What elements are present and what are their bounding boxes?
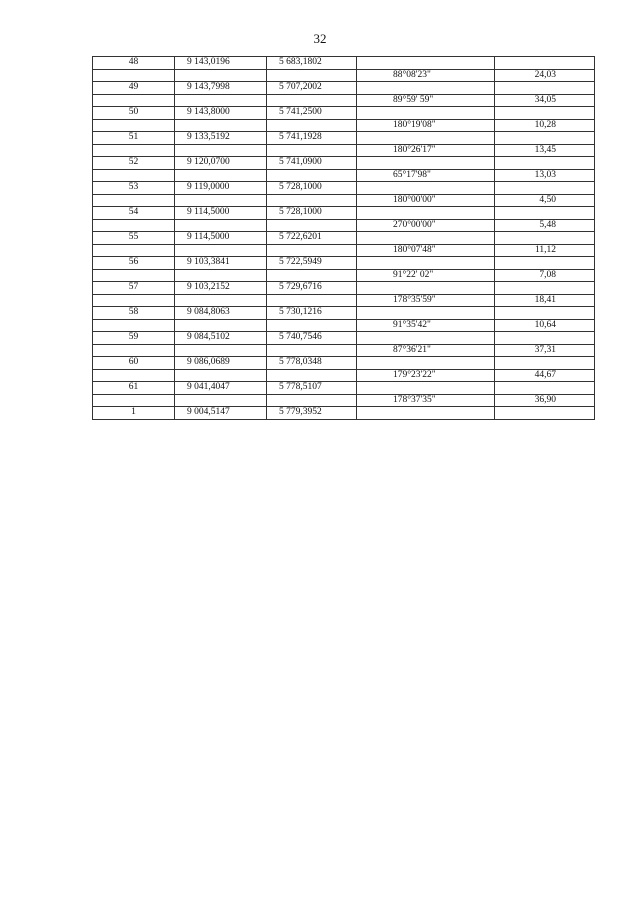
segment-direction-angle: 65°17'98" [357,169,495,182]
empty-x-cell [175,344,267,357]
point-row [93,307,595,320]
point-row [93,182,595,195]
empty-distance-cell [495,182,595,195]
empty-id-cell [93,344,175,357]
empty-y-cell [267,94,357,107]
segment-direction-angle: 180°07'48" [357,244,495,257]
empty-x-cell [175,94,267,107]
empty-id-cell [93,269,175,282]
empty-id-cell [93,394,175,407]
empty-x-cell [175,119,267,132]
empty-y-cell [267,294,357,307]
segment-row [93,269,595,282]
segment-direction-angle: 178°37'35" [357,394,495,407]
segment-row [93,119,595,132]
point-row [93,207,595,220]
empty-id-cell [93,194,175,207]
empty-x-cell [175,244,267,257]
empty-distance-cell [495,207,595,220]
empty-y-cell [267,144,357,157]
empty-y-cell [267,319,357,332]
point-row [93,132,595,145]
segment-distance: 11,12 [495,244,595,257]
empty-distance-cell [495,57,595,70]
segment-direction-angle: 180°26'17" [357,144,495,157]
segment-row [93,344,595,357]
segment-distance: 4,50 [495,194,595,207]
segment-direction-angle: 91°22' 02" [357,269,495,282]
empty-x-cell [175,69,267,82]
point-y-coordinate: 5 740,7546 [267,332,357,345]
empty-x-cell [175,144,267,157]
empty-y-cell [267,119,357,132]
point-row [93,157,595,170]
empty-angle-cell [357,107,495,120]
segment-row [93,94,595,107]
empty-y-cell [267,169,357,182]
segment-direction-angle: 180°19'08" [357,119,495,132]
segment-distance: 37,31 [495,344,595,357]
empty-y-cell [267,219,357,232]
point-x-coordinate: 9 143,7998 [175,82,267,95]
point-id: 53 [93,182,175,195]
empty-angle-cell [357,332,495,345]
empty-angle-cell [357,282,495,295]
point-y-coordinate: 5 730,1216 [267,307,357,320]
point-y-coordinate: 5 778,5107 [267,382,357,395]
point-x-coordinate: 9 086,0689 [175,357,267,370]
segment-row [93,319,595,332]
segment-distance: 10,64 [495,319,595,332]
empty-y-cell [267,369,357,382]
segment-direction-angle: 178°35'59" [357,294,495,307]
point-x-coordinate: 9 114,5000 [175,207,267,220]
point-id: 54 [93,207,175,220]
point-x-coordinate: 9 119,0000 [175,182,267,195]
empty-angle-cell [357,407,495,420]
point-x-coordinate: 9 041,4047 [175,382,267,395]
empty-distance-cell [495,332,595,345]
point-x-coordinate: 9 103,3841 [175,257,267,270]
empty-x-cell [175,269,267,282]
segment-distance: 24,03 [495,69,595,82]
segment-distance: 5,48 [495,219,595,232]
empty-id-cell [93,294,175,307]
segment-direction-angle: 270°00'00" [357,219,495,232]
point-id: 60 [93,357,175,370]
segment-direction-angle: 87°36'21" [357,344,495,357]
empty-id-cell [93,119,175,132]
empty-distance-cell [495,357,595,370]
point-y-coordinate: 5 722,5949 [267,257,357,270]
empty-id-cell [93,219,175,232]
point-x-coordinate: 9 084,8063 [175,307,267,320]
empty-id-cell [93,319,175,332]
segment-distance: 13,45 [495,144,595,157]
empty-angle-cell [357,132,495,145]
coordinates-table [92,56,595,420]
point-row [93,232,595,245]
empty-angle-cell [357,182,495,195]
point-x-coordinate: 9 133,5192 [175,132,267,145]
segment-row [93,244,595,257]
empty-distance-cell [495,382,595,395]
segment-distance: 10,28 [495,119,595,132]
empty-id-cell [93,369,175,382]
segment-row [93,69,595,82]
empty-x-cell [175,194,267,207]
point-x-coordinate: 9 120,0700 [175,157,267,170]
point-id: 49 [93,82,175,95]
segment-distance: 44,67 [495,369,595,382]
point-id: 57 [93,282,175,295]
segment-direction-angle: 89°59' 59" [357,94,495,107]
segment-distance: 13,03 [495,169,595,182]
empty-x-cell [175,294,267,307]
point-id: 50 [93,107,175,120]
empty-distance-cell [495,407,595,420]
point-id: 59 [93,332,175,345]
point-row [93,407,595,420]
segment-row [93,219,595,232]
page-number: 32 [313,31,327,46]
point-y-coordinate: 5 779,3952 [267,407,357,420]
coordinates-table-body [93,57,595,420]
segment-row [93,394,595,407]
segment-distance: 34,05 [495,94,595,107]
empty-x-cell [175,319,267,332]
point-x-coordinate: 9 084,5102 [175,332,267,345]
empty-x-cell [175,219,267,232]
point-id: 58 [93,307,175,320]
point-id: 55 [93,232,175,245]
point-row [93,57,595,70]
empty-id-cell [93,169,175,182]
empty-x-cell [175,169,267,182]
point-row [93,382,595,395]
empty-x-cell [175,394,267,407]
point-id: 48 [93,57,175,70]
empty-y-cell [267,194,357,207]
point-row [93,107,595,120]
point-y-coordinate: 5 728,1000 [267,182,357,195]
empty-id-cell [93,244,175,257]
segment-row [93,369,595,382]
point-row [93,332,595,345]
empty-id-cell [93,69,175,82]
segment-distance: 36,90 [495,394,595,407]
point-id: 1 [93,407,175,420]
empty-angle-cell [357,207,495,220]
segment-direction-angle: 91°35'42" [357,319,495,332]
point-y-coordinate: 5 707,2002 [267,82,357,95]
segment-direction-angle: 180°00'00" [357,194,495,207]
empty-angle-cell [357,82,495,95]
segment-row [93,294,595,307]
empty-x-cell [175,369,267,382]
point-y-coordinate: 5 741,1928 [267,132,357,145]
empty-angle-cell [357,57,495,70]
empty-distance-cell [495,282,595,295]
point-y-coordinate: 5 741,2500 [267,107,357,120]
empty-y-cell [267,69,357,82]
point-y-coordinate: 5 683,1802 [267,57,357,70]
segment-distance: 7,08 [495,269,595,282]
point-x-coordinate: 9 103,2152 [175,282,267,295]
point-y-coordinate: 5 729,6716 [267,282,357,295]
empty-angle-cell [357,257,495,270]
point-x-coordinate: 9 004,5147 [175,407,267,420]
empty-distance-cell [495,232,595,245]
empty-y-cell [267,344,357,357]
point-x-coordinate: 9 143,0196 [175,57,267,70]
empty-id-cell [93,94,175,107]
point-y-coordinate: 5 722,6201 [267,232,357,245]
point-id: 51 [93,132,175,145]
empty-angle-cell [357,157,495,170]
empty-id-cell [93,144,175,157]
segment-row [93,144,595,157]
empty-distance-cell [495,307,595,320]
point-y-coordinate: 5 741,0900 [267,157,357,170]
segment-distance: 18,41 [495,294,595,307]
point-y-coordinate: 5 778,0348 [267,357,357,370]
segment-direction-angle: 179°23'22" [357,369,495,382]
point-x-coordinate: 9 114,5000 [175,232,267,245]
point-y-coordinate: 5 728,1000 [267,207,357,220]
empty-y-cell [267,394,357,407]
point-x-coordinate: 9 143,8000 [175,107,267,120]
point-id: 61 [93,382,175,395]
segment-row [93,194,595,207]
empty-distance-cell [495,132,595,145]
empty-distance-cell [495,157,595,170]
point-row [93,257,595,270]
point-row [93,357,595,370]
point-id: 56 [93,257,175,270]
segment-row [93,169,595,182]
empty-distance-cell [495,82,595,95]
point-row [93,82,595,95]
segment-direction-angle: 88°08'23" [357,69,495,82]
empty-y-cell [267,244,357,257]
point-row [93,282,595,295]
empty-y-cell [267,269,357,282]
empty-angle-cell [357,232,495,245]
empty-distance-cell [495,257,595,270]
empty-angle-cell [357,382,495,395]
empty-angle-cell [357,307,495,320]
empty-distance-cell [495,107,595,120]
empty-angle-cell [357,357,495,370]
point-id: 52 [93,157,175,170]
